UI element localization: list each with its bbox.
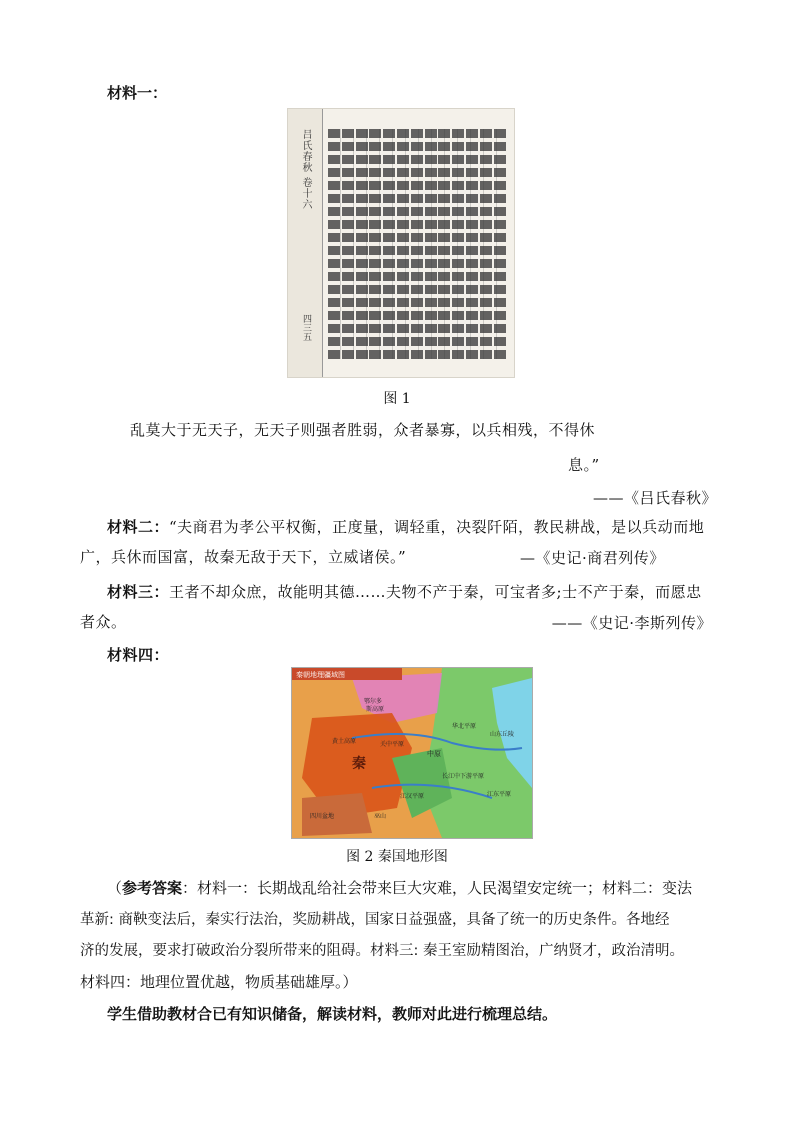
book-page-number: 四三五 [301, 314, 311, 341]
material4-label: 材料四： [107, 646, 170, 664]
material3-source: ——《史记·李斯列传》 [551, 614, 712, 632]
map-label-1: 斯高原 [366, 706, 385, 713]
material2-text1: “夫商君为孝公平权衡，正度量，调轻重，决裂阡陌，教民耕战，是以兵动而地 [169, 518, 705, 536]
material1-quote-line2: 息。” [568, 456, 600, 474]
book-text-column [356, 129, 368, 359]
material3-label: 材料三： [107, 583, 170, 601]
answer-line4: 材料四：地理位置优越，物质基础雄厚。） [80, 973, 358, 991]
book-text-column [383, 129, 395, 359]
book-text-column [494, 129, 506, 359]
map-svg [292, 668, 532, 838]
map-title: 秦朝地理疆域图 [296, 671, 345, 679]
material2-source: —《史记·商君列传》 [520, 549, 665, 567]
book-text-column [411, 129, 423, 359]
ancient-book-image [287, 108, 515, 378]
book-text-column [452, 129, 464, 359]
material2-line2: 广，兵休而国富，故秦无敌于天下，立威诸侯。” [80, 548, 407, 566]
map-label-9: 江东平原 [487, 791, 512, 798]
material3-line2: 者众。 [80, 613, 127, 631]
book-text-column [466, 129, 478, 359]
qin-terrain-map [291, 667, 533, 839]
material3-line1 [107, 582, 702, 602]
answer-open-paren: （ [107, 879, 123, 897]
summary-text: 学生借助教材合已有知识储备，解读材料，教师对此进行梳理总结。 [107, 1005, 558, 1023]
material1-source: ——《吕氏春秋》 [592, 489, 717, 507]
map-label-6: 山东丘陵 [490, 731, 515, 738]
map-label-3: 秦 [352, 756, 366, 772]
answer-line1 [107, 878, 692, 898]
book-text-column [480, 129, 492, 359]
map-label-10: 四川盆地 [310, 813, 335, 820]
book-text-column [328, 129, 340, 359]
material1-quote-line1: 乱莫大于无天子，无天子则强者胜弱，众者暴寡，以兵相残，不得休 [130, 421, 596, 439]
book-text-column [397, 129, 409, 359]
map-label-12: 关中平原 [380, 741, 405, 748]
map-label-2: 黄土高原 [332, 738, 357, 745]
book-text-column [438, 129, 450, 359]
answer-line2: 革新: 商鞅变法后，秦实行法治，奖励耕战，国家日益强盛，具备了统一的历史条件。各地经 [80, 912, 670, 928]
material1-label: 材料一： [107, 84, 168, 102]
map-label-4: 中原 [427, 750, 441, 758]
answer-text1: ：材料一：长期战乱给社会带来巨大灾难，人民渴望安定统一；材料二：变法 [182, 879, 693, 897]
book-text-column [425, 129, 437, 359]
material2-line1 [107, 517, 704, 537]
answer-line3: 济的发展，要求打破政治分裂所带来的阻碍。材料三: 秦王室励精图治，广纳贤才，政治清明。 [80, 943, 684, 959]
map-label-7: 长江中下游平原 [442, 773, 485, 780]
material3-text1: 王者不却众庶，故能明其德……夫物不产于秦，可宝者多;士不产于秦，而愿忠 [169, 583, 702, 601]
map-label-11: 巫山 [374, 813, 387, 820]
book-side-title: 吕氏春秋 卷十六 [300, 129, 311, 211]
map-label-8: 江汉平原 [400, 793, 425, 800]
figure2-caption: 图 2 秦国地形图 [346, 849, 448, 865]
book-text-column [342, 129, 354, 359]
material2-label: 材料二： [107, 518, 170, 536]
answer-label: 参考答案 [122, 879, 183, 897]
figure1-caption: 图 1 [383, 391, 411, 407]
book-text-column [369, 129, 381, 359]
map-label-5: 华北平原 [452, 723, 477, 730]
map-label-0: 鄂尔多 [364, 698, 383, 705]
